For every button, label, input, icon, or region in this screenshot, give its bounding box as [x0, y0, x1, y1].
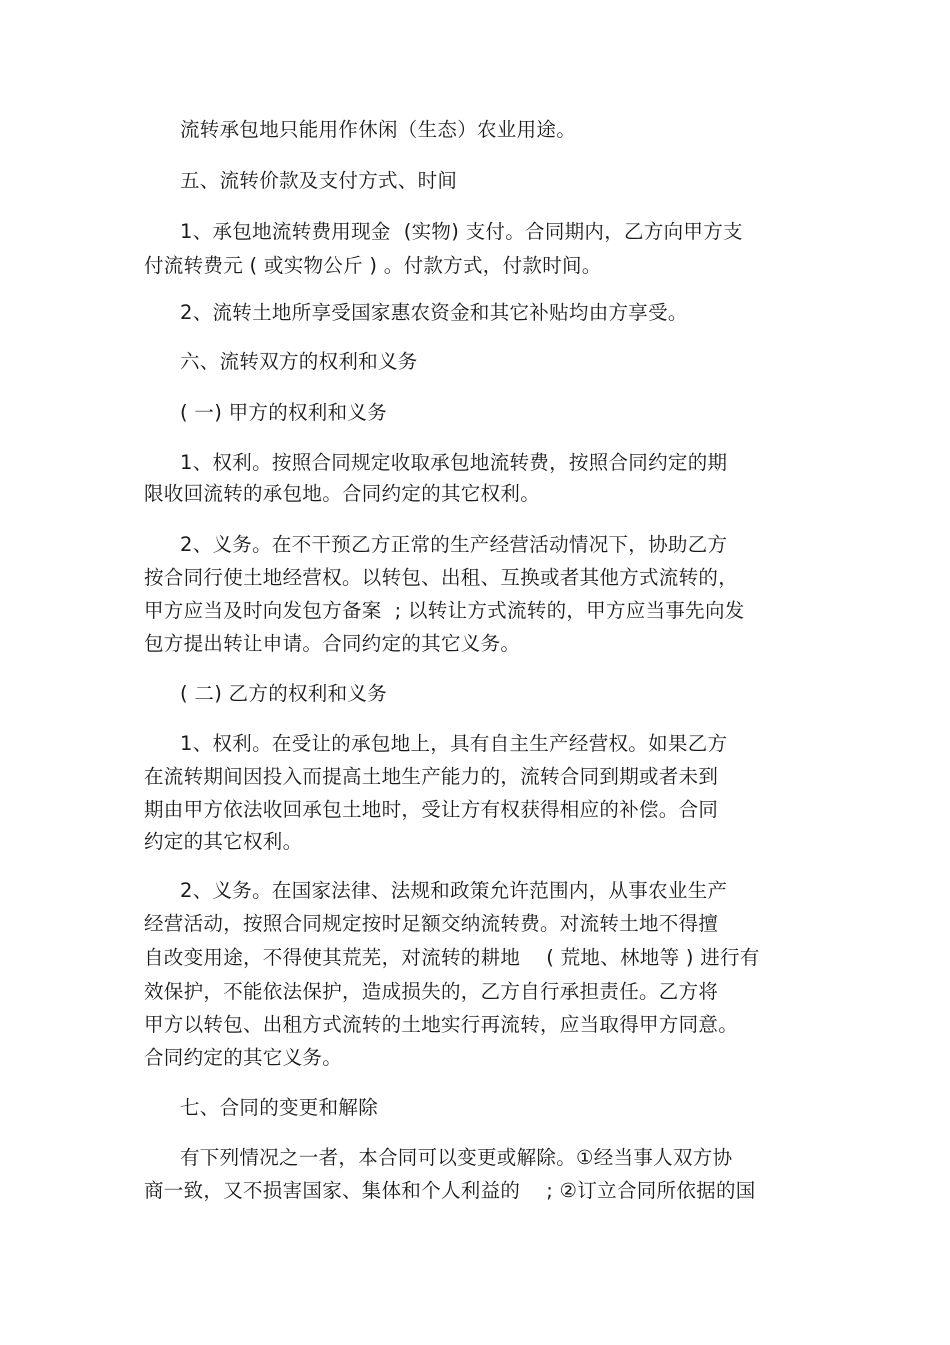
- text-line: 1、承包地流转费用现金 (实物) 支付。合同期内，乙方向甲方支: [180, 220, 743, 243]
- text-line: 1、权利。按照合同规定收取承包地流转费，按照合同约定的期: [180, 451, 728, 474]
- subsection-heading: ( 二) 乙方的权利和义务: [180, 682, 388, 705]
- section-heading: 七、合同的变更和解除: [180, 1096, 379, 1119]
- subsection-heading: ( 一) 甲方的权利和义务: [180, 401, 388, 424]
- section-heading: 六、流转双方的权利和义务: [180, 350, 418, 373]
- text-line: 付流转费元 ( 或实物公斤 ) 。付款方式，付款时间。: [144, 254, 602, 277]
- text-line: 按合同行使土地经营权。以转包、出租、互换或者其他方式流转的，: [144, 566, 739, 589]
- text-line: 甲方应当及时向发包方备案 ; 以转让方式流转的，甲方应当事先向发: [144, 599, 745, 622]
- text-line: 限收回流转的承包地。合同约定的其它权利。: [144, 482, 541, 505]
- text-line: 约定的其它权利。: [144, 830, 303, 853]
- text-line: 经营活动，按照合同规定按时足额交纳流转费。对流转土地不得擅: [144, 912, 719, 935]
- text-line: 有下列情况之一者，本合同可以变更或解除。①经当事人双方协: [180, 1146, 733, 1169]
- text-line: 2、义务。在不干预乙方正常的生产经营活动情况下，协助乙方: [180, 533, 728, 556]
- text-line: 包方提出转让申请。合同约定的其它义务。: [144, 632, 521, 655]
- text-line: 效保护，不能依法保护，造成损失的，乙方自行承担责任。乙方将: [144, 980, 719, 1003]
- text-line: 2、流转土地所享受国家惠农资金和其它补贴均由方享受。: [180, 301, 688, 324]
- section-heading: 五、流转价款及支付方式、时间: [180, 169, 458, 192]
- text-line: 期由甲方依法收回承包土地时，受让方有权获得相应的补偿。合同: [144, 798, 719, 821]
- text-line: 甲方以转包、出租方式流转的土地实行再流转，应当取得甲方同意。: [144, 1013, 739, 1036]
- text-line: 自改变用途，不得使其荒芜，对流转的耕地 ( 荒地、林地等 ) 进行有: [144, 946, 760, 969]
- text-line: 在流转期间因投入而提高土地生产能力的，流转合同到期或者未到: [144, 765, 719, 788]
- text-line: 合同约定的其它义务。: [144, 1046, 343, 1069]
- text-line: 商一致，又不损害国家、集体和个人利益的 ; ②订立合同所依据的国: [144, 1179, 756, 1202]
- text-line: 2、义务。在国家法律、法规和政策允许范围内，从事农业生产: [180, 879, 728, 902]
- text-line: 流转承包地只能用作休闲（生态）农业用途。: [180, 118, 577, 141]
- text-line: 1、权利。在受让的承包地上，具有自主生产经营权。如果乙方: [180, 732, 728, 755]
